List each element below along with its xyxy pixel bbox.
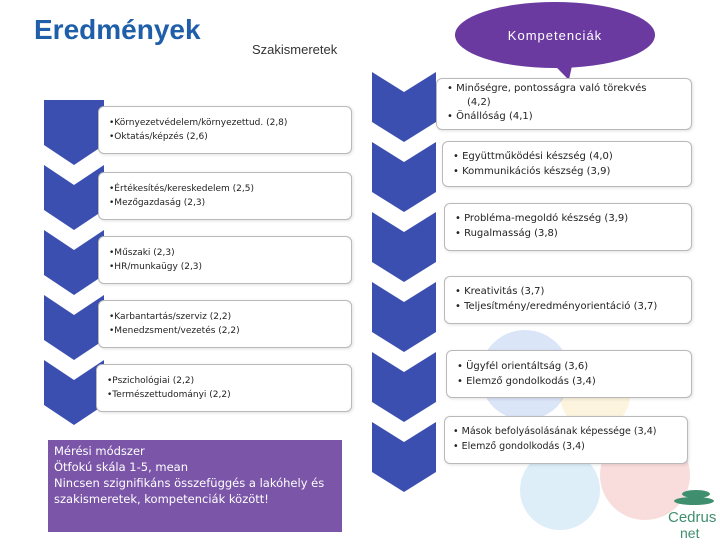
- competency-line: • Ügyfél orientáltság (3,6): [457, 361, 589, 372]
- competency-item: [444, 416, 688, 464]
- skill-item: [98, 172, 352, 220]
- skill-line: •HR/munkaügy (2,3): [109, 262, 203, 272]
- method-note: [48, 440, 342, 532]
- skill-line: •Értékesítés/kereskedelem (2,5): [109, 184, 255, 194]
- skill-line: •Menedzsment/vezetés (2,2): [109, 326, 240, 336]
- skill-line: •Mezőgazdaság (2,3): [109, 198, 206, 208]
- competency-line: • Önállóság (4,1): [447, 111, 533, 122]
- tree-icon: [664, 486, 720, 540]
- chevron-shape: [372, 212, 436, 282]
- chevron-shape: [44, 100, 104, 165]
- competencies-heading: Kompetenciák: [507, 27, 603, 43]
- method-line: Mérési módszer: [54, 444, 145, 458]
- competency-line: • Kreativitás (3,7): [455, 286, 545, 297]
- logo-text-cedrus: Cedrus: [668, 509, 717, 526]
- competency-item: [442, 141, 692, 187]
- competency-line: • Minőségre, pontosságra való törekvés: [447, 83, 647, 94]
- competencies-bubble: [455, 2, 655, 68]
- competency-line: • Teljesítmény/eredményorientáció (3,7): [455, 301, 658, 312]
- chevron-shape: [372, 352, 436, 422]
- skill-line: •Pszichológiai (2,2): [107, 376, 195, 386]
- skill-item: [98, 236, 352, 284]
- competency-line: • Rugalmasság (3,8): [455, 228, 558, 239]
- logo-text-net: net: [680, 525, 700, 540]
- chevron-shape: [372, 72, 436, 142]
- chevron-shape: [44, 230, 104, 295]
- competency-line: • Együttműködési készség (4,0): [453, 151, 613, 162]
- cedrus-net-logo: [664, 486, 720, 540]
- competency-line: (4,2): [467, 97, 491, 108]
- skill-item: [98, 106, 352, 154]
- skill-line: •Oktatás/képzés (2,6): [109, 132, 208, 142]
- chevron-shape: [44, 360, 104, 425]
- left-chevron-column: [44, 100, 104, 440]
- skills-heading: Szakismeretek: [252, 42, 338, 57]
- method-line: szakismeretek, kompetenciák között!: [54, 492, 269, 506]
- skill-line: •Környezetvédelem/környezettud. (2,8): [109, 118, 288, 128]
- chevron-shape: [372, 282, 436, 352]
- skill-line: •Karbantartás/szerviz (2,2): [109, 312, 232, 322]
- competency-line: • Probléma-megoldó készség (3,9): [455, 213, 629, 224]
- competency-item: [446, 350, 692, 398]
- skill-item: [98, 300, 352, 348]
- chevron-shape: [44, 295, 104, 360]
- competency-line: • Kommunikációs készség (3,9): [453, 166, 611, 177]
- method-line: Ötfokú skála 1-5, mean: [54, 460, 188, 474]
- competency-line: • Elemző gondolkodás (3,4): [453, 441, 585, 452]
- competency-item: [444, 203, 692, 251]
- competency-line: • Mások befolyásolásának képessége (3,4): [453, 426, 657, 437]
- method-line: Nincsen szignifikáns összefüggés a lakóhely és: [54, 476, 325, 490]
- skill-line: •Műszaki (2,3): [109, 248, 175, 258]
- competency-item: [444, 276, 692, 324]
- chevron-shape: [372, 422, 436, 492]
- right-chevron-column: [372, 72, 436, 502]
- chevron-shape: [44, 165, 104, 230]
- chevron-shape: [372, 142, 436, 212]
- skill-item: [96, 364, 352, 412]
- page-title: Eredmények: [34, 14, 201, 45]
- competency-line: • Elemző gondolkodás (3,4): [457, 376, 596, 387]
- skill-line: •Természettudományi (2,2): [107, 390, 231, 400]
- competency-item: [436, 78, 692, 130]
